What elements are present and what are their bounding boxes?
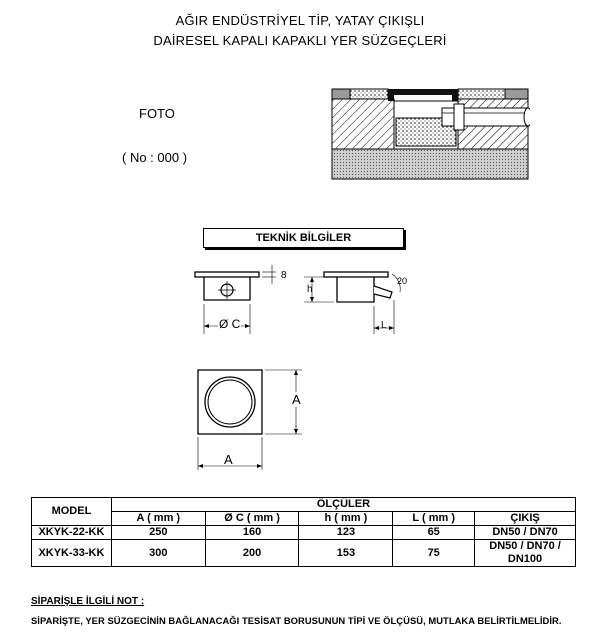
table-cell: 250 <box>111 526 205 540</box>
table-header-row <box>32 498 576 512</box>
measurements-header: ÖLÇÜLER <box>111 498 575 512</box>
table-cell: 153 <box>299 540 393 567</box>
table-cell: DN50 / DN70 <box>475 526 576 540</box>
column-header: Ø C ( mm ) <box>205 512 299 526</box>
dim-a-right: A <box>292 392 301 407</box>
order-note-text: SİPARİŞTE, YER SÜZGECİNİN BAĞLANACAĞI TESİSAT BORUSUNUN TİPİ VE ÖLÇÜSÜ, MUTLAKA BELİRTİLMELİDİR. <box>31 615 562 626</box>
column-header: L ( mm ) <box>393 512 475 526</box>
title-line-2: DAİRESEL KAPALI KAPAKLI YER SÜZGEÇLERİ <box>153 33 447 48</box>
model-header: MODEL <box>32 498 112 526</box>
table-cell: 75 <box>393 540 475 567</box>
dim-h: h <box>307 284 313 295</box>
column-header: A ( mm ) <box>111 512 205 526</box>
table-row <box>32 540 576 567</box>
section-title: TEKNİK BİLGİLER <box>203 228 404 248</box>
side-view-outlet-drawing <box>302 262 412 338</box>
title-line-1: AĞIR ENDÜSTRİYEL TİP, YATAY ÇIKIŞLI <box>175 13 425 28</box>
dim-l: L <box>381 320 387 331</box>
table-column-row <box>32 512 576 526</box>
photo-number: ( No : 000 ) <box>122 150 188 165</box>
top-view-drawing <box>190 364 310 474</box>
table-cell: 300 <box>111 540 205 567</box>
dim-a-bottom: A <box>224 452 233 467</box>
column-header: ÇIKIŞ <box>475 512 576 526</box>
dim-angle: 20 <box>397 276 408 286</box>
model-cell: XKYK-22-KK <box>32 526 112 540</box>
order-note-title: SİPARİŞLE İLGİLİ NOT : <box>31 596 145 607</box>
dim-thickness: 8 <box>281 270 287 281</box>
table-cell: DN50 / DN70 / DN100 <box>475 540 576 567</box>
specification-table <box>31 497 576 567</box>
table-row <box>32 526 576 540</box>
table-cell: 123 <box>299 526 393 540</box>
dim-diameter: Ø C <box>219 317 241 331</box>
photo-label: FOTO <box>139 106 175 121</box>
table-cell: 65 <box>393 526 475 540</box>
column-header: h ( mm ) <box>299 512 393 526</box>
table-cell: 200 <box>205 540 299 567</box>
model-cell: XKYK-33-KK <box>32 540 112 567</box>
table-cell: 160 <box>205 526 299 540</box>
installation-section-illustration <box>330 86 530 182</box>
